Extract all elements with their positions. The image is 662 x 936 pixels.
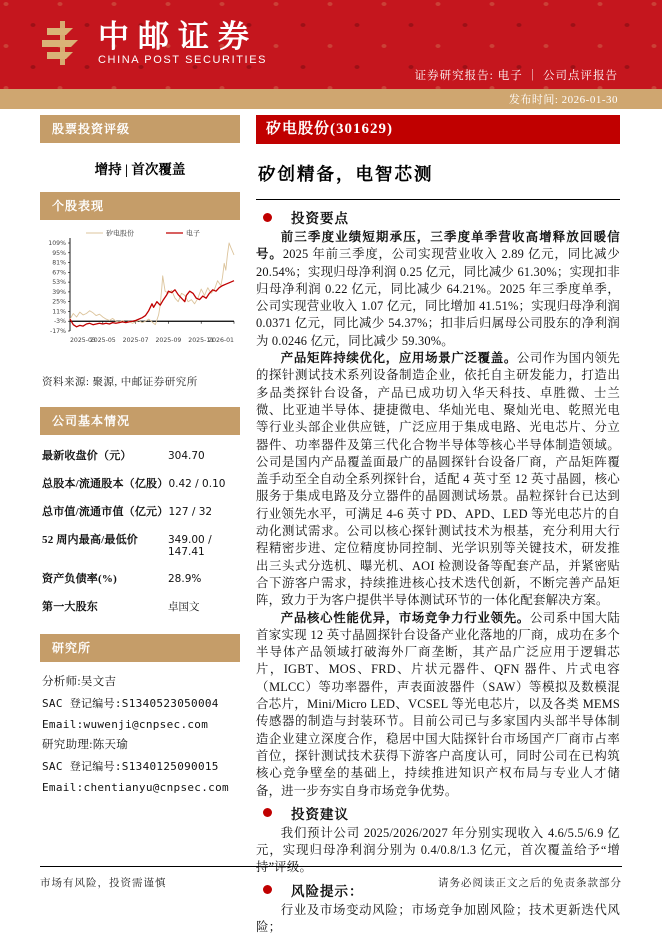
analyst-email[interactable]: Email:wuwenji@cnpsec.com (42, 718, 209, 731)
svg-text:2025-11: 2025-11 (188, 337, 215, 344)
svg-text:-3%: -3% (53, 318, 66, 326)
paragraph-text: 2025 年前三季度，公司实现营业收入 2.89 亿元，同比减少 20.54%；实现归母净利润 0.25 亿元，同比减少 61.30%；实现扣非归母净利润 0.22 亿元，同比减少 64.21%。2025 年三季度单季，公司实现营业收入 1.07 亿元，同比增加 41.51%；实现归母净利润 0.0371 亿元，同比减少 54.37%；扣非后归属母公司股东的净利润为 0.0246 亿元，同比减少 59.30%。 (256, 247, 620, 348)
red-bullet-icon (263, 213, 272, 222)
rating-value: 增持 | 首次覆盖 (94, 162, 186, 177)
china-post-emblem-icon (34, 16, 88, 70)
table-row (42, 503, 240, 519)
brand-logo-text (98, 20, 267, 67)
svg-text:53%: 53% (52, 279, 66, 287)
paragraph-lead: 前三季度业绩短期承压，三季度单季营收高增释放回暖信号。 (256, 230, 620, 262)
analyst-sac-number: SAC 登记编号:S1340523050004 (42, 697, 219, 710)
analyst-name: 分析师:吴文吉 (42, 676, 117, 688)
rating-section-header: 股票投资评级 (40, 115, 240, 143)
section-header-advice (256, 803, 620, 823)
info-value: 卓国文 (168, 601, 200, 613)
paragraph-text: 我们预计公司 2025/2026/2027 年分别实现收入 4.6/5.5/6.9 亿元，实现归母净利润分别为 0.4/0.8/1.3 亿元，首次覆盖给予“增持”评级。 (256, 825, 620, 875)
info-value: 304.70 (168, 450, 205, 462)
table-row (42, 475, 240, 491)
info-label: 第一大股东 (42, 601, 98, 613)
publish-date-label: 发布时间: 2026-01-30 (508, 94, 618, 106)
publish-date-stripe (0, 89, 662, 109)
paragraph-competitiveness (256, 610, 620, 800)
sidebar (40, 115, 240, 936)
footer-disclaimer-right: 请务必阅读正文之后的免责条款部分 (438, 878, 622, 889)
svg-text:2025-05: 2025-05 (89, 337, 116, 344)
info-value: 0.42 / 0.10 (168, 478, 226, 490)
report-type-label: 证券研究报告: 电子 ｜ 公司点评报告 (414, 70, 618, 82)
company-info-table (42, 447, 240, 614)
svg-text:2025-03: 2025-03 (70, 337, 96, 344)
info-label: 总股本/流通股本（亿股） (42, 478, 169, 490)
table-row (42, 570, 240, 586)
red-bullet-icon (263, 808, 272, 817)
performance-chart-wrap (40, 225, 240, 364)
assistant-sac-number: SAC 登记编号:S1340125090015 (42, 760, 219, 773)
svg-text:25%: 25% (52, 298, 66, 306)
paragraph-lead: 产品矩阵持续优化，应用场景广泛覆盖。 (280, 351, 517, 366)
assistant-name: 研究助理:陈天瑜 (42, 739, 129, 751)
table-row (42, 447, 240, 463)
svg-text:39%: 39% (52, 288, 66, 296)
company-section-header: 公司基本情况 (40, 407, 240, 435)
brand-name-cn: 中邮证券 (98, 18, 258, 54)
table-row (42, 598, 240, 614)
svg-text:2025-09: 2025-09 (155, 337, 182, 344)
brand-name-en: CHINA POST SECURITIES (98, 53, 268, 66)
svg-text:81%: 81% (52, 259, 66, 267)
paragraph-product-matrix (256, 350, 620, 609)
assistant-email[interactable]: Email:chentianyu@cnpsec.com (42, 781, 229, 794)
institute-contact-block (42, 672, 240, 798)
page-footer (40, 866, 622, 890)
stock-title-banner: 矽电股份(301629) (256, 115, 620, 144)
table-row (42, 531, 240, 558)
svg-text:2025-07: 2025-07 (122, 337, 149, 344)
paragraph-text: 行业及市场变动风险；市场竞争加剧风险；技术更新迭代风险； (256, 902, 620, 934)
paragraph-risks (256, 902, 620, 936)
section-title: 投资要点 (291, 211, 349, 226)
page-title: 矽创精备，电智芯测 (258, 164, 434, 184)
info-label: 总市值/流通市值（亿元） (42, 506, 169, 518)
header-banner (0, 0, 662, 89)
title-divider (256, 199, 620, 200)
paragraph-results (256, 229, 620, 350)
info-value: 349.00 / 147.41 (168, 534, 212, 558)
paragraph-text: 公司系中国大陆首家实现 12 英寸晶圆探针台设备产业化落地的厂商，成功在多个半导体产品领域打破海外厂商垄断，其产品广泛应用于逻辑芯片，IGBT、MOS、FRD、片状元器件、QFN 器件、片式电容（MLCC）等功率器件，声表面波器件（SAW）等模拟及数模混合芯片，Mini/Micro LED、VCSEL 等光电芯片，以及各类 MEMS 传感器的制造与封装环节。目前公司已与多家国内头部半导体制造企业建立深度合作，稳居中国大陆探针台市场国产厂商市占率首位，探针测试技术获得下游客户高度认可，同时公司在已构筑核心竞争壁垒的基础上，持续推进知识产权布局与专业人才储备，进一步夯实自身市场竞争优势。 (256, 610, 620, 798)
institute-section-header: 研究所 (40, 634, 240, 662)
info-label: 最新收盘价（元） (42, 450, 132, 462)
footer-disclaimer-left: 市场有风险，投资需谨慎 (40, 878, 167, 889)
info-value: 28.9% (168, 573, 202, 585)
svg-text:95%: 95% (52, 249, 66, 257)
svg-text:67%: 67% (52, 269, 66, 277)
info-label: 资产负债率(%) (42, 573, 117, 585)
info-value: 127 / 32 (168, 506, 213, 518)
performance-section-header: 个股表现 (40, 192, 240, 220)
brand-logo (34, 16, 267, 70)
svg-text:电子: 电子 (186, 229, 200, 238)
info-label: 52 周内最高/最低价 (42, 534, 139, 546)
section-title: 风险提示： (291, 883, 364, 899)
content-area (0, 109, 662, 936)
svg-text:矽电股份: 矽电股份 (106, 229, 134, 238)
svg-text:11%: 11% (52, 308, 66, 316)
report-body (256, 115, 620, 936)
svg-text:109%: 109% (48, 240, 66, 247)
svg-text:-17%: -17% (50, 328, 66, 335)
paragraph-lead: 产品核心性能优异，市场竞争力行业领先。 (280, 610, 530, 625)
performance-chart (40, 225, 240, 359)
paragraph-text: 公司作为国内领先的探针测试技术系列设备制造企业，依托自主研发能力，打造出多品类探针台设备，产品已成功切入华天科技、卓胜微、士兰微、比亚迪半导体、捷捷微电、华灿光电、聚灿光电、乾照光电等行业头部企业供应链，广泛应用于集成电路、光电芯片、分立器件、功率器件及第三代化合物半导体等核心半导体制造领域。公司是国内产品覆盖面最广的晶圆探针台设备厂商，产品矩阵覆盖手动至全自动全系列探针台，适配 4 英寸至 12 英寸晶圆，核心服务于集成电路及分立器件的晶圆测试场景。晶粒探针台已达到行业领先水平，可满足 4-6 英寸 PD、APD、LED 等光电芯片的自动化测试需求。公司以核心探针测试技术为根基，充分利用大行程精密步进、定位精度协同控制、光学识别等关键技术，研发推出三头式分选机、曝光机、AOI 检测设备等配套产品，并紧密贴合下游客户需求，持续推进核心技术迭代创新，不断完善产品矩阵，致力于为客户提供半导体测试环节的一体化配套解决方案。 (256, 351, 620, 608)
chart-source-note: 资料来源: 聚源, 中邮证券研究所 (42, 377, 198, 388)
section-header-highlights (256, 207, 620, 227)
svg-text:2026-01: 2026-01 (208, 337, 234, 344)
section-title: 投资建议 (291, 806, 349, 822)
